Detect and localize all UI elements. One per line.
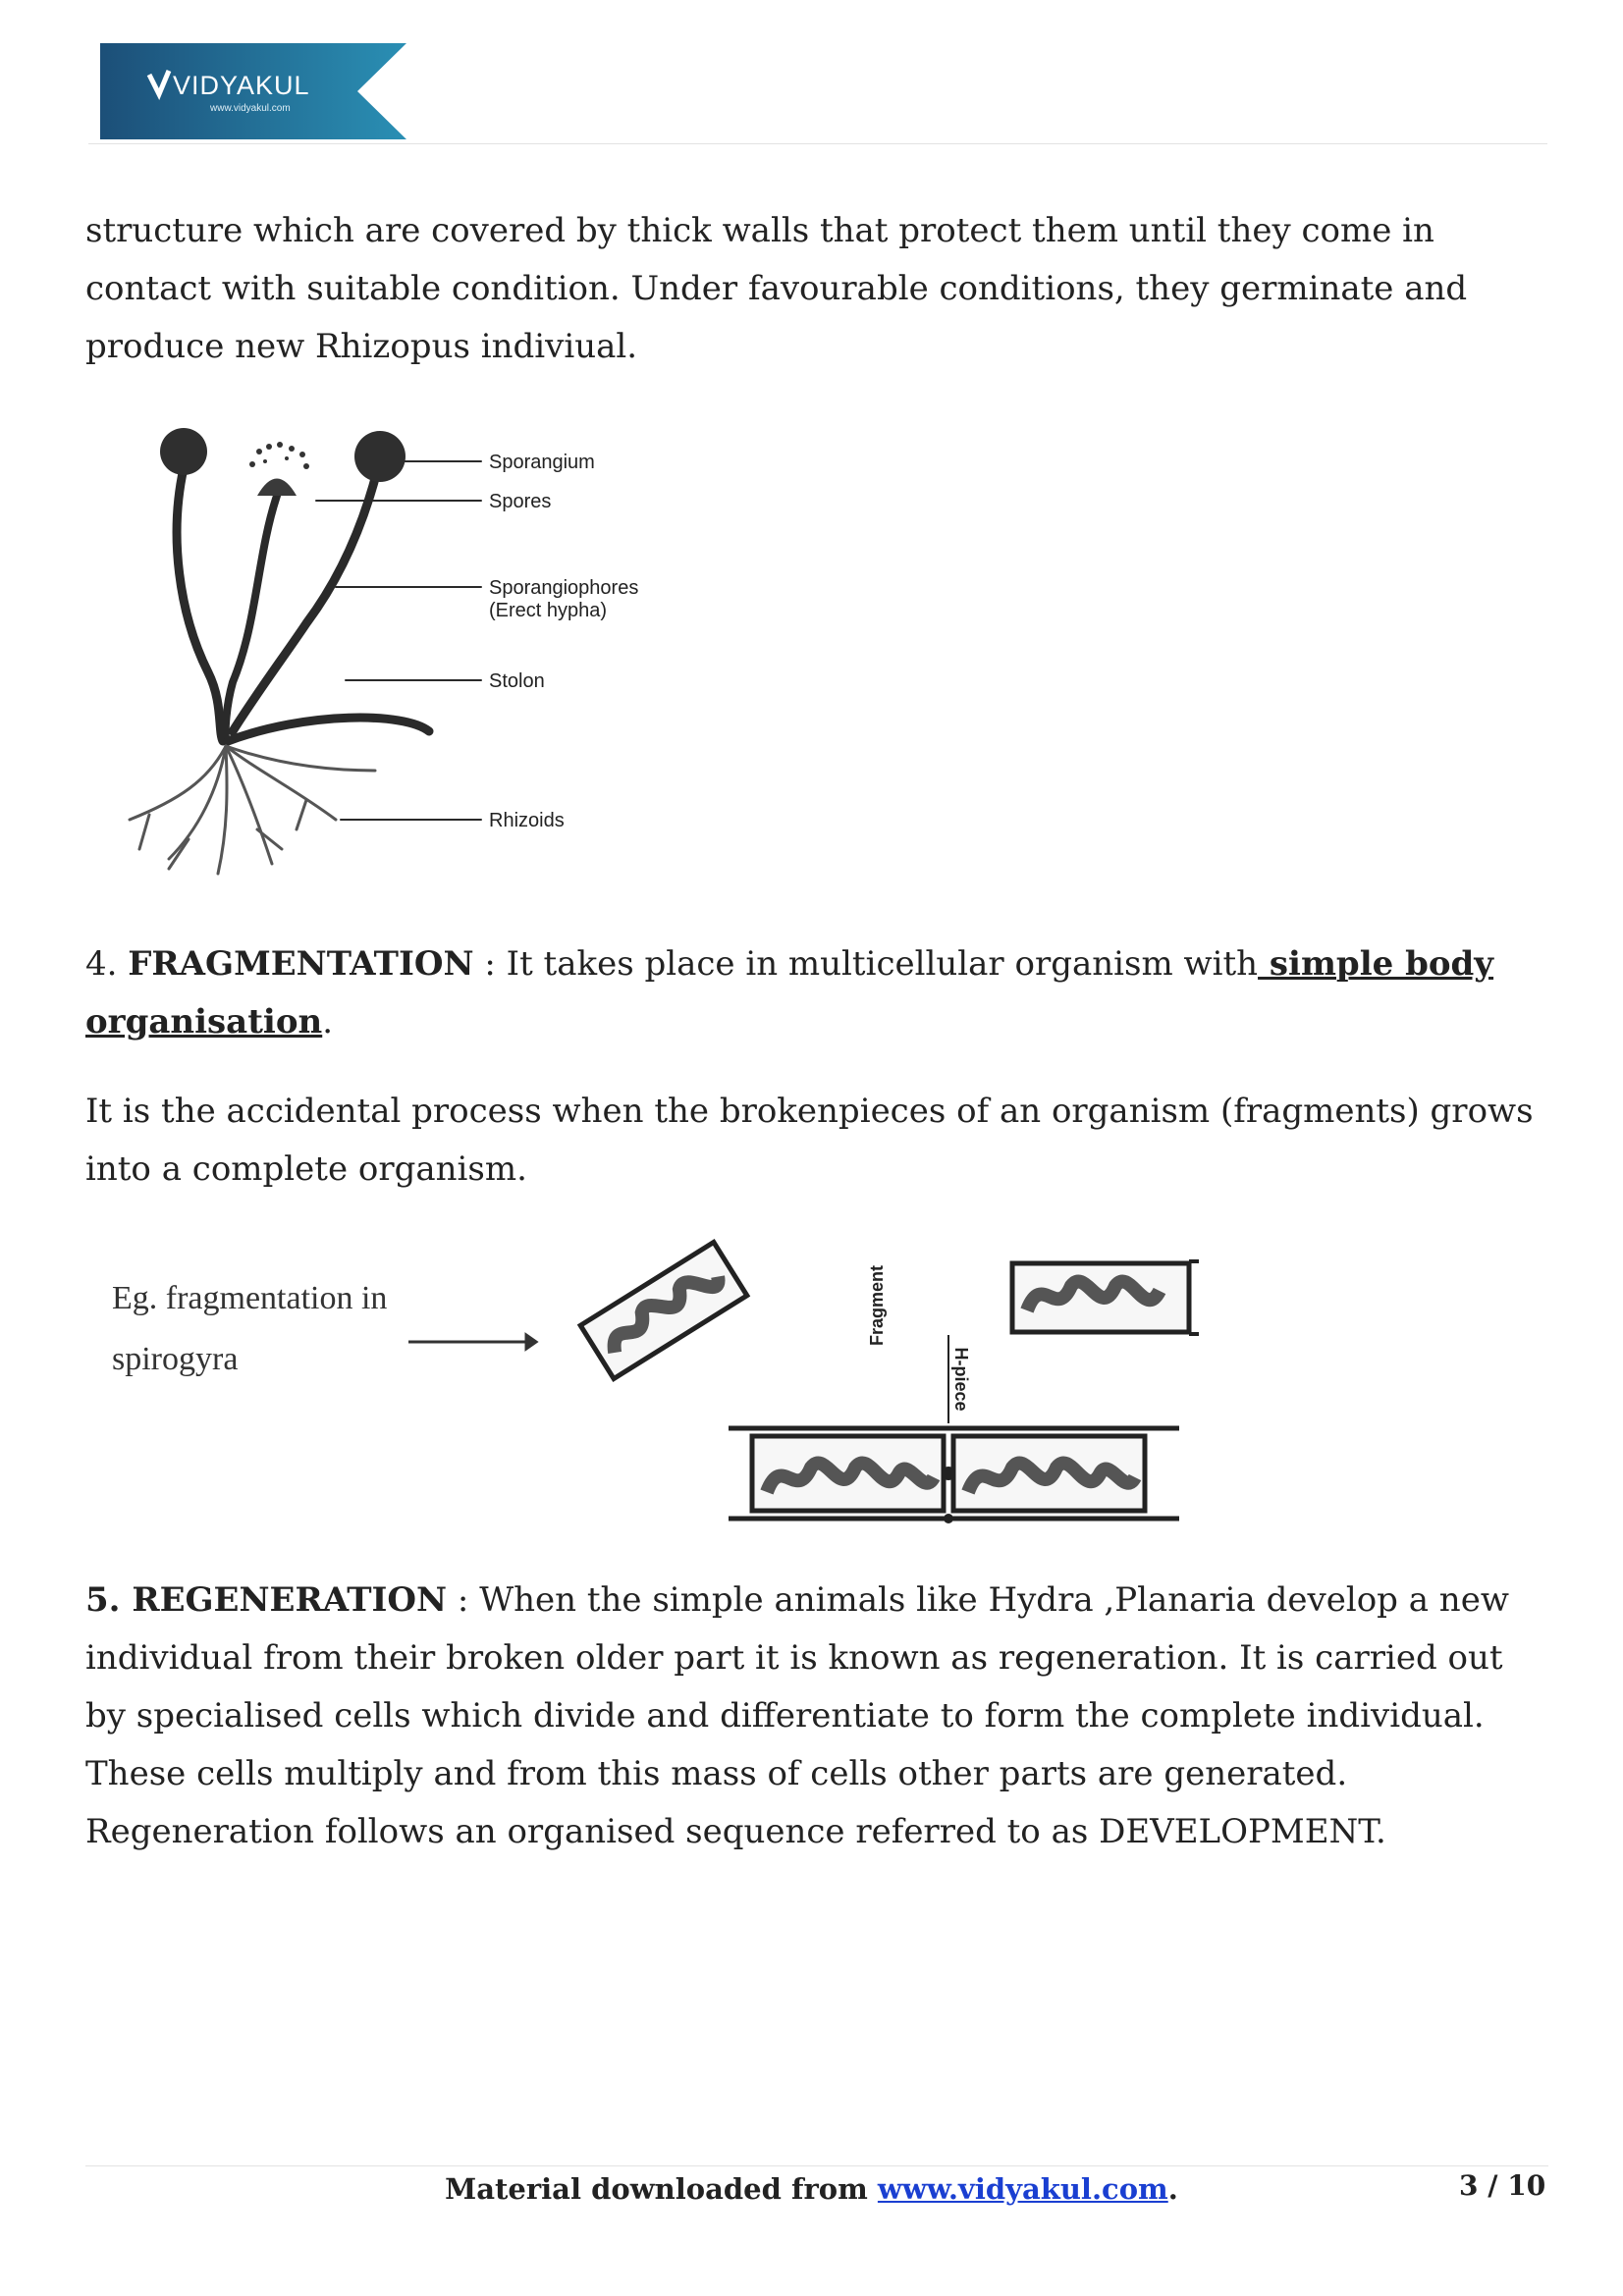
link-simple-body[interactable]: simple body (1258, 944, 1494, 984)
header-divider (88, 143, 1547, 144)
page-number: 3 / 10 (1459, 2169, 1546, 2202)
label-h-piece: H-piece (951, 1347, 971, 1412)
label-sporangiophores: Sporangiophores (489, 577, 639, 599)
label-erect-hypha: (Erect hypha) (489, 600, 608, 621)
svg-text:VIDYAKUL: VIDYAKUL (173, 71, 310, 100)
svg-text:www.vidyakul.com: www.vidyakul.com (210, 103, 291, 114)
paragraph-spores: structure which are covered by thick walls that protect them until they come in contact with suitable condition. Under favourable conditions, they germinate and produce new Rhizopus indiviual. (85, 211, 1468, 366)
paragraph-fragmentation: It is the accidental process when the brokenpieces of an organism (fragments) grows into a complete organism. (85, 1092, 1534, 1189)
caption-line-1: Eg. fragmentation in (112, 1280, 388, 1316)
rhizopus-diagram (110, 417, 684, 886)
label-sporangium: Sporangium (489, 452, 595, 473)
footer-divider (85, 2165, 1548, 2166)
spirogyra-diagram (104, 1232, 1217, 1536)
footer-note: Material downloaded from www.vidyakul.com. (445, 2172, 1178, 2206)
caption-line-2: spirogyra (112, 1341, 239, 1377)
fragmentation-heading: 4. FRAGMENTATION : It takes place in multicellular organism with simple body organisation. (85, 944, 1494, 1041)
label-spores: Spores (489, 491, 552, 512)
arrow-icon (408, 1335, 536, 1349)
regeneration-paragraph: 5. REGENERATION : When the simple animals like Hydra ,Planaria develop a new individual from their broken older part it is known as regeneration. It is carried out by specialised cells which divide and differentiate to form the complete individual. These cells multiply and from this mass of cells other parts are generated. Regeneration follows an organised sequence referred to as DEVELOPMENT. (85, 1580, 1509, 1851)
link-organisation[interactable]: organisation (85, 1002, 323, 1041)
regeneration-title: 5. REGENERATION (85, 1580, 448, 1620)
fragmentation-title: FRAGMENTATION (128, 944, 474, 984)
label-rhizoids: Rhizoids (489, 810, 565, 831)
vidyakul-logo[interactable] (100, 43, 406, 139)
label-fragment: Fragment (867, 1264, 887, 1347)
label-stolon: Stolon (489, 670, 545, 692)
footer-link[interactable]: www.vidyakul.com (877, 2172, 1168, 2206)
